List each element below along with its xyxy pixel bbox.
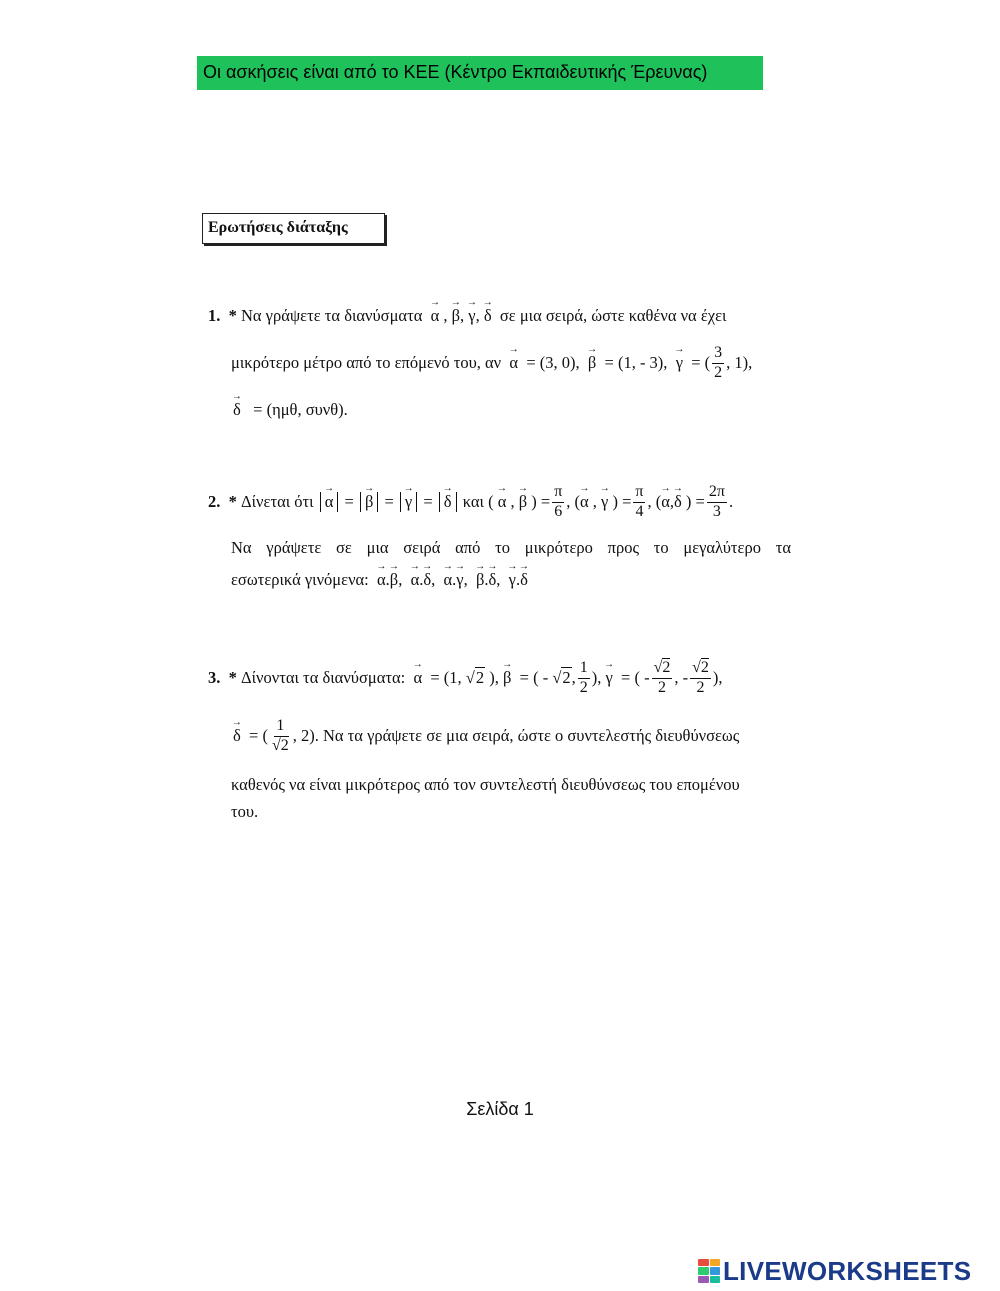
neg: , -: [674, 668, 689, 688]
a-prefix: = (1,: [430, 668, 462, 688]
q1-text-tail: σε μια σειρά, ώστε καθένα να έχει: [499, 306, 727, 325]
close-eq: ) =: [531, 492, 551, 512]
q1-text: Να γράψετε τα διανύσματα: [241, 306, 423, 325]
liveworksheets-logo: [698, 1256, 971, 1286]
sqrt-2: √2: [465, 668, 485, 688]
q3-text-2: , 2). Να τα γράψετε σε μια σειρά, ώστε ο συντελεστής διευθύνσεως: [292, 726, 740, 746]
q1-text-2: μικρότερο μέτρο από το επόμενό του, αν: [231, 353, 502, 373]
q1-star: *: [228, 306, 237, 325]
source-banner: Οι ασκήσεις είναι από το ΚΕΕ (Κέντρο Εκπαιδευτικής Έρευνας): [197, 56, 763, 90]
vector-a: → α: [498, 492, 507, 512]
norm-b: [360, 492, 378, 512]
logo-block: [698, 1267, 709, 1274]
close: ),: [591, 668, 602, 688]
vector-b: → β: [519, 492, 527, 512]
comma: ,: [669, 492, 675, 512]
separator: ,: [475, 306, 480, 325]
comma: ,: [592, 492, 597, 512]
close-eq: ) =: [612, 492, 632, 512]
fraction-1-sqrt2: [270, 718, 291, 755]
fraction-3-2: [712, 345, 724, 382]
q3-line2: [233, 718, 739, 755]
open: , (: [566, 492, 581, 512]
vector-g: → γ: [468, 306, 475, 326]
norm-d: [439, 492, 457, 512]
q2-text-3: εσωτερικά γινόμενα:: [231, 570, 369, 589]
dot: .: [515, 570, 521, 589]
logo-icon: [698, 1259, 720, 1283]
q2-line2: Να γράψετε σε μια σειρά από το μικρότερο προς το μεγαλύτερο τα: [231, 538, 791, 557]
q3-line4: του.: [231, 802, 259, 821]
vector-g: → γ: [676, 353, 683, 373]
q3-line3: καθενός να είναι μικρότερος από τον συντελεστή διευθύνσεως του επομένου: [231, 775, 740, 794]
vector-a: → α: [377, 570, 386, 590]
sqrt-2: √2: [552, 668, 571, 688]
d-prefix: = (: [249, 726, 268, 746]
vector-a: → α: [444, 570, 453, 590]
equals: =: [384, 492, 394, 512]
d-value: = (ημθ, συνθ).: [253, 400, 348, 419]
a-value: = (3, 0),: [526, 353, 580, 373]
vector-d: → δ: [233, 726, 241, 746]
close: ),: [489, 668, 499, 688]
equals: =: [344, 492, 354, 512]
dot: .: [385, 570, 390, 589]
separator: ,: [443, 306, 448, 325]
logo-block: [710, 1267, 721, 1274]
vector-a: → α: [509, 353, 518, 373]
vector-b: → β: [452, 306, 460, 326]
vector-d: → δ: [444, 492, 452, 512]
fraction-pi-4: [633, 484, 645, 521]
q2-line3: [231, 570, 528, 590]
vector-b: → β: [588, 353, 596, 373]
close: ),: [712, 668, 723, 688]
q1-line2: [231, 345, 752, 382]
vector-d: → δ: [674, 492, 682, 512]
logo-block: [710, 1259, 721, 1266]
g-suffix: , 1),: [726, 353, 753, 373]
vector-a: → α: [431, 306, 440, 326]
close-eq: ) =: [685, 492, 705, 512]
denominator: 4: [635, 502, 644, 520]
q1-line1: [208, 306, 726, 326]
radicand: 2: [280, 736, 289, 754]
vector-d: → δ: [233, 400, 241, 420]
vector-d: → δ: [423, 570, 431, 590]
vector-a: → α: [413, 668, 422, 688]
radicand: 2: [562, 668, 571, 688]
dot: .: [484, 570, 489, 589]
radicand: 2: [662, 659, 671, 676]
g-prefix: = (: [691, 353, 711, 373]
vector-b: → β: [476, 570, 484, 590]
dot: .: [452, 570, 457, 589]
denominator: √2: [271, 736, 289, 754]
comma: ,: [431, 570, 436, 589]
vector-a: → α: [411, 570, 420, 590]
denominator: 2: [579, 678, 588, 696]
fraction-1-2: [578, 660, 590, 697]
norm-g: [400, 492, 417, 512]
denominator: 2: [714, 363, 723, 381]
numerator: 1: [578, 660, 590, 679]
comma: ,: [571, 668, 576, 688]
q3-given: Δίνονται τα διανύσματα:: [241, 668, 406, 688]
numerator: √2: [652, 660, 673, 679]
comma: ,: [398, 570, 403, 589]
numerator: 1: [274, 718, 286, 737]
denominator: 6: [554, 502, 563, 520]
page-number: Σελίδα 1: [466, 1099, 534, 1119]
section-title: Ερωτήσεις διάταξης: [202, 213, 385, 244]
q3-number: 3.: [208, 668, 221, 688]
vector-b: → β: [390, 570, 398, 590]
logo-text: LIVEWORKSHEETS: [723, 1255, 972, 1286]
vector-b: → β: [503, 668, 511, 688]
vector-a: → α: [661, 492, 670, 512]
logo-block: [698, 1276, 709, 1283]
denominator: 2: [696, 678, 705, 696]
q1-line3: [233, 400, 348, 420]
q2-number: 2.: [208, 492, 221, 512]
radicand: 2: [700, 659, 709, 676]
comma: ,: [510, 492, 515, 512]
logo-block: [710, 1276, 721, 1283]
numerator: π: [633, 484, 645, 503]
open: , (: [647, 492, 662, 512]
comma: ,: [496, 570, 501, 589]
q2-given: Δίνεται ότι: [241, 492, 314, 512]
denominator: 3: [712, 502, 721, 520]
q3-line1: [208, 660, 723, 697]
comma: ,: [463, 570, 468, 589]
denominator: 2: [657, 678, 666, 696]
numerator: 2π: [707, 484, 727, 503]
vector-a: → α: [580, 492, 589, 512]
radicand: 2: [475, 668, 485, 688]
vector-d: → δ: [489, 570, 497, 590]
vector-g: → γ: [509, 570, 516, 590]
vector-a: → α: [325, 492, 334, 512]
fraction-2pi-3: [707, 484, 727, 521]
vector-g: → γ: [606, 668, 613, 688]
q2-star: *: [228, 492, 237, 512]
fraction-sqrt2-2: [652, 660, 673, 697]
numerator: 3: [712, 345, 724, 364]
vector-g: → γ: [456, 570, 463, 590]
b-value: = (1, - 3),: [604, 353, 668, 373]
vector-g: → γ: [601, 492, 608, 512]
numerator: π: [552, 484, 564, 503]
b-prefix: = ( -: [519, 668, 549, 688]
vector-g: → γ: [405, 492, 412, 512]
vector-d: → δ: [520, 570, 528, 590]
q1-number: 1.: [208, 306, 221, 325]
equals: =: [423, 492, 433, 512]
fraction-pi-6: [552, 484, 564, 521]
q3-star: *: [228, 668, 237, 688]
logo-block: [698, 1259, 709, 1266]
norm-a: [320, 492, 339, 512]
g-prefix: = ( -: [621, 668, 650, 688]
numerator: √2: [690, 660, 711, 679]
vector-d: → δ: [484, 306, 492, 326]
and-open: και (: [462, 492, 494, 512]
vector-b: → β: [365, 492, 373, 512]
separator: ,: [460, 306, 465, 325]
dot: .: [419, 570, 424, 589]
q2-line1: [208, 484, 733, 521]
fraction-sqrt2-2: [690, 660, 711, 697]
period: .: [728, 492, 734, 512]
